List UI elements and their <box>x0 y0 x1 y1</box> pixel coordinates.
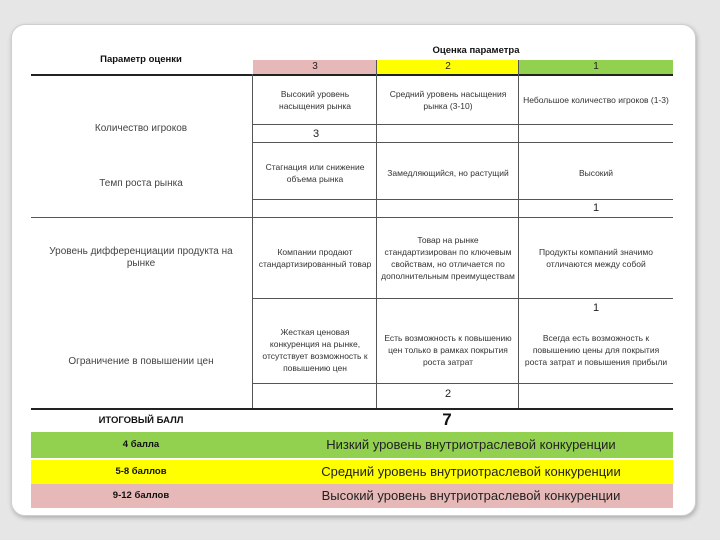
row-label-players: Количество игроков <box>94 123 188 134</box>
result-range-medium: 5-8 баллов <box>115 466 167 477</box>
row-players-c1: Небольшое количество игроков (1-3) <box>523 95 669 105</box>
row-prices-c2: Есть возможность к повышению цен только в рамках покрытия роста затрат <box>384 333 512 367</box>
row-diff-bottom-line <box>253 298 673 299</box>
header-score-label: Оценка параметра <box>432 45 520 56</box>
row-players-mark: 3 <box>312 128 320 140</box>
result-text-low: Низкий уровень внутриотраслевой конкуренции <box>326 437 616 452</box>
row-growth-c3: Стагнация или снижение объема рынка <box>265 162 365 184</box>
header-score-2: 2 <box>377 60 519 74</box>
row-prices-mark: 2 <box>444 388 452 400</box>
row-growth-top-line <box>253 142 673 143</box>
row-label-growth: Темп роста рынка <box>99 178 183 189</box>
result-text-high: Высокий уровень внутриотраслевой конкуренции <box>321 488 621 503</box>
result-text-medium: Средний уровень внутриотраслевой конкуренции <box>321 464 621 479</box>
row-players-mark-line <box>253 124 673 125</box>
row-prices-mark-line <box>253 383 673 384</box>
row-diff-c2: Товар на рынке стандартизирован по ключевым свойствам, но отличается по дополнительным преимуществам <box>381 235 515 281</box>
row-label-differentiation: Уровень дифференциации продукта на рынке <box>49 246 233 269</box>
row-prices-c3: Жесткая ценовая конкуренция на рынке, отсутствует возможность к повышению цен <box>262 327 368 373</box>
row-players-c2: Средний уровень насыщения рынка (3-10) <box>389 89 507 111</box>
row-growth-c2: Замедляющийся, но растущий <box>387 168 509 178</box>
header-score-3: 3 <box>253 60 377 74</box>
total-label: ИТОГОВЫЙ БАЛЛ <box>98 415 184 426</box>
result-band-high <box>31 484 673 508</box>
col-divider-1 <box>252 74 253 408</box>
header-score-1: 1 <box>519 60 673 74</box>
row-diff-c1: Продукты компаний значимо отличаются между собой <box>539 247 653 269</box>
row-diff-c3: Компании продают стандартизированный товар <box>258 247 372 269</box>
result-band-medium <box>31 460 673 484</box>
col-divider-2 <box>376 60 377 408</box>
result-range-low: 4 балла <box>122 439 160 450</box>
row-label-prices: Ограничение в повышении цен <box>68 356 214 367</box>
row-growth-mark: 1 <box>592 202 600 214</box>
result-range-high: 9-12 баллов <box>112 490 170 501</box>
competition-table <box>31 42 673 510</box>
row-growth-c1: Высокий <box>578 168 614 178</box>
row-prices-c1: Всегда есть возможность к повышению цены для покрытия роста затрат и повышения прибыли <box>524 333 668 367</box>
result-band-low <box>31 432 673 458</box>
col-divider-3 <box>518 60 519 408</box>
row-diff-mark: 1 <box>592 302 600 314</box>
total-value: 7 <box>442 410 452 429</box>
row-players-c3: Высокий уровень насыщения рынка <box>279 89 351 111</box>
header-param-label: Параметр оценки <box>100 54 182 65</box>
